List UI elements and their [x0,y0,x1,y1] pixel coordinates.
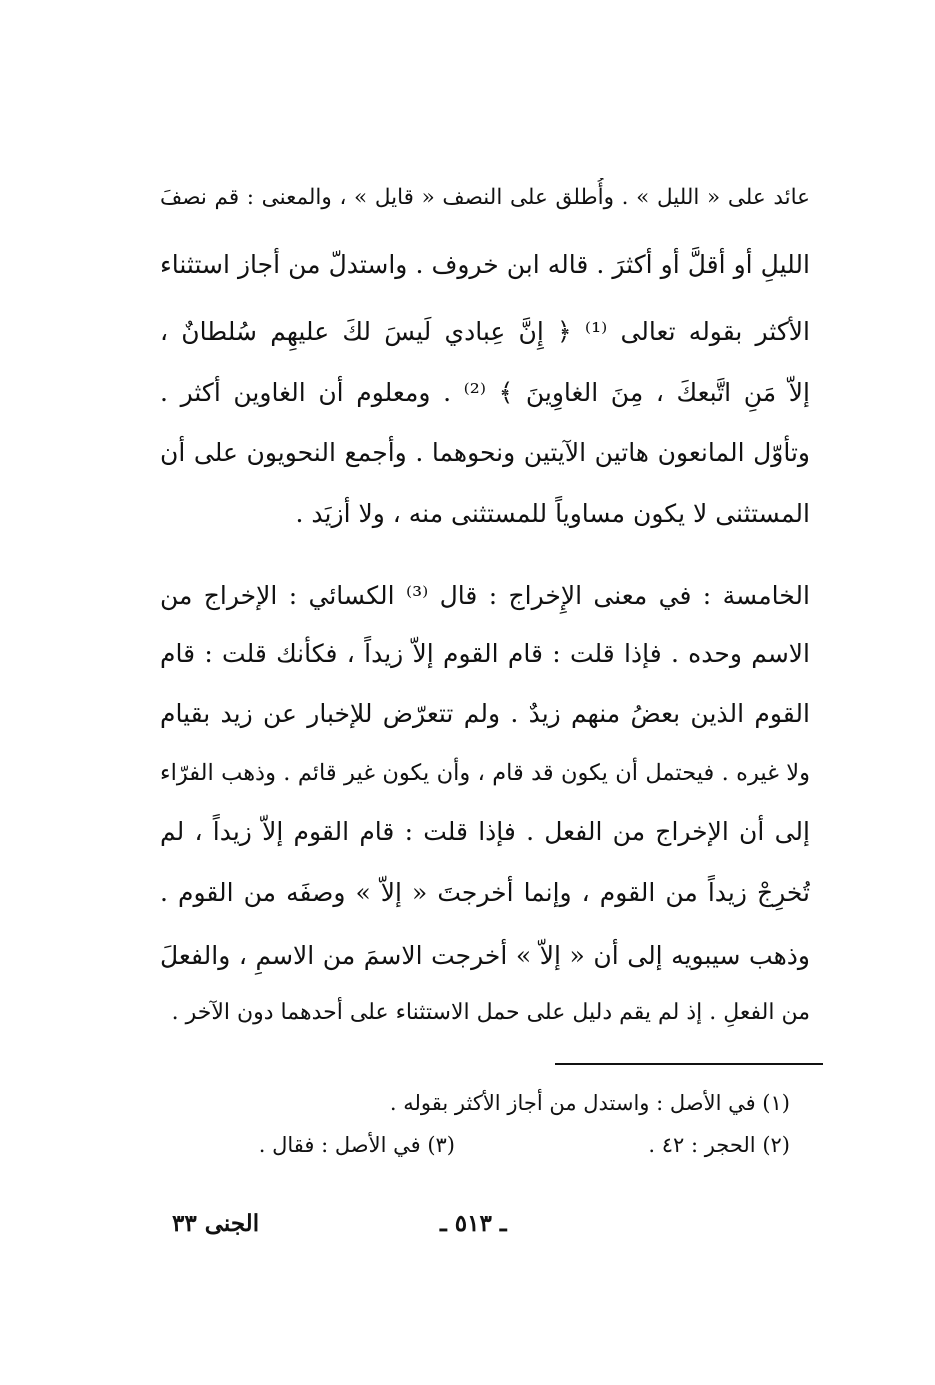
footnote-2: (٢) الحجر : ٤٢ . [648,1133,790,1157]
text-line: الليلِ أو أقلَّ أو أكثرَ . قاله ابن خروف . واستدلّ من أجاز استثناء [160,250,810,279]
text-line: الأكثر بقوله تعالى ⁽¹⁾ ﴿ إِنَّ عِبادي لَيسَ لكَ عليهِم سُلطانٌ ، [160,317,810,346]
text-line: وذهب سيبويه إلى أن « إلاّ » أخرجت الاسمَ من الاسمِ ، والفعلَ [160,941,810,970]
page-number: ـ ٥١٣ ـ [440,1210,507,1237]
text-line: الخامسة : في معنى الإِخراج : قال ⁽³⁾ الكسائي : الإخراج من [160,581,810,610]
signature-mark: الجنى ٣٣ [172,1210,260,1237]
text-line: إلاّ مَنِ اتَّبعكَ ، مِنَ الغاوِينَ ﴾ ⁽²⁾ . ومعلوم أن الغاوين أكثر . [160,378,810,407]
text-line: المستثنى لا يكون مساوياً للمستثنى منه ، ولا أزيَد . [295,499,810,528]
text-line: من الفعلِ . إذ لم يقم دليل على حمل الاستثناء على أحدهما دون الآخر . [171,1000,810,1025]
text-line: عائد على « الليل » . وأُطلق على النصف « قايل » ، والمعنى : قم نصفَ [160,185,810,210]
text-line: وتأوّل المانعون هاتين الآيتين ونحوهما . وأجمع النحويون على أن [160,438,810,467]
footnote-1: (١) في الأصل : واستدل من أجاز الأكثر بقوله . [389,1091,790,1115]
footnote-separator [555,1063,823,1065]
text-line: القوم الذين بعضُ منهم زيدٌ . ولم تتعرّض للإخبار عن زيد بقيام [160,699,810,728]
text-line: الاسم وحده . فإذا قلت : قام القوم إلاّ زيداً ، فكأنك قلت : قام [160,639,810,668]
footnote-3: (٣) في الأصل : فقال . [258,1133,455,1157]
text-line: تُخرِجْ زيداً من القوم ، وإنما أخرجتَ « إلاّ » وصفَه من القوم . [160,878,810,907]
text-line: ولا غيره . فيحتمل أن يكون قد قام ، وأن يكون غير قائم . وذهب الفرّاء [160,760,810,786]
text-line: إلى أن الإخراج من الفعل . فإذا قلت : قام القوم إلاّ زيداً ، لم [160,817,810,846]
